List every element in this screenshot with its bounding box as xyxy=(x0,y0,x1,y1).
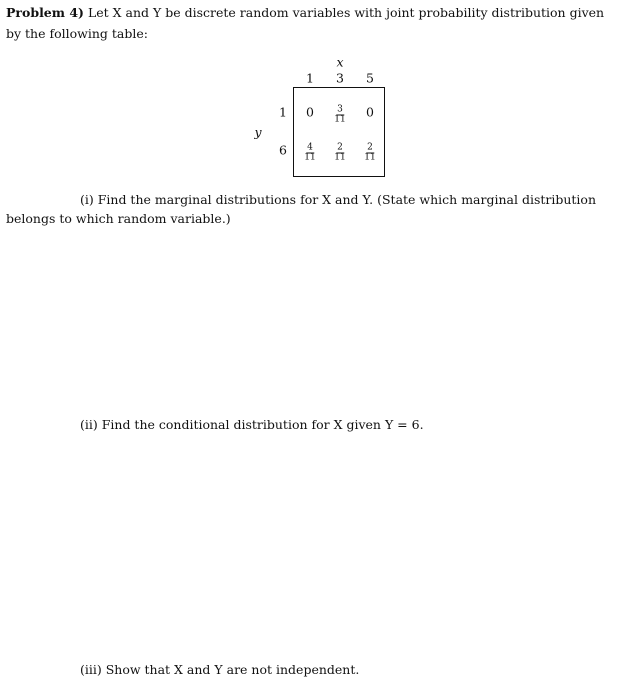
problem-statement-line-2: by the following table: xyxy=(6,26,148,41)
problem-label: Problem 4) xyxy=(6,5,84,20)
cell-r2-c2: $\frac{2}{11}$ xyxy=(334,142,346,163)
y-value-6: 6 xyxy=(279,142,287,158)
y-axis-label: y xyxy=(254,124,262,140)
cell-r1-c1: 0 xyxy=(306,104,314,120)
part-iii: (iii) Show that X and Y are not independent. xyxy=(80,662,360,677)
cell-r2-c1: $\frac{4}{11}$ xyxy=(304,142,316,163)
x-value-3: 3 xyxy=(336,70,344,86)
x-value-5: 5 xyxy=(366,70,374,86)
cell-r1-c3: 0 xyxy=(366,104,374,120)
x-value-1: 1 xyxy=(306,70,314,86)
x-axis-label: x xyxy=(336,54,344,70)
cell-r2-c3: $\frac{2}{11}$ xyxy=(364,142,376,163)
part-ii: (ii) Find the conditional distribution for X given Y = 6. xyxy=(80,417,424,432)
y-value-1: 1 xyxy=(279,104,287,120)
problem-statement-line-1: Problem 4) Let X and Y be discrete random variables with joint probability distribution given xyxy=(6,5,605,20)
cell-r1-c2: $\frac{3}{11}$ xyxy=(334,104,346,125)
part-i-line-1: (i) Find the marginal distributions for X and Y. (State which marginal distribution xyxy=(80,192,597,207)
part-i-line-2: belongs to which random variable.) xyxy=(6,211,231,226)
